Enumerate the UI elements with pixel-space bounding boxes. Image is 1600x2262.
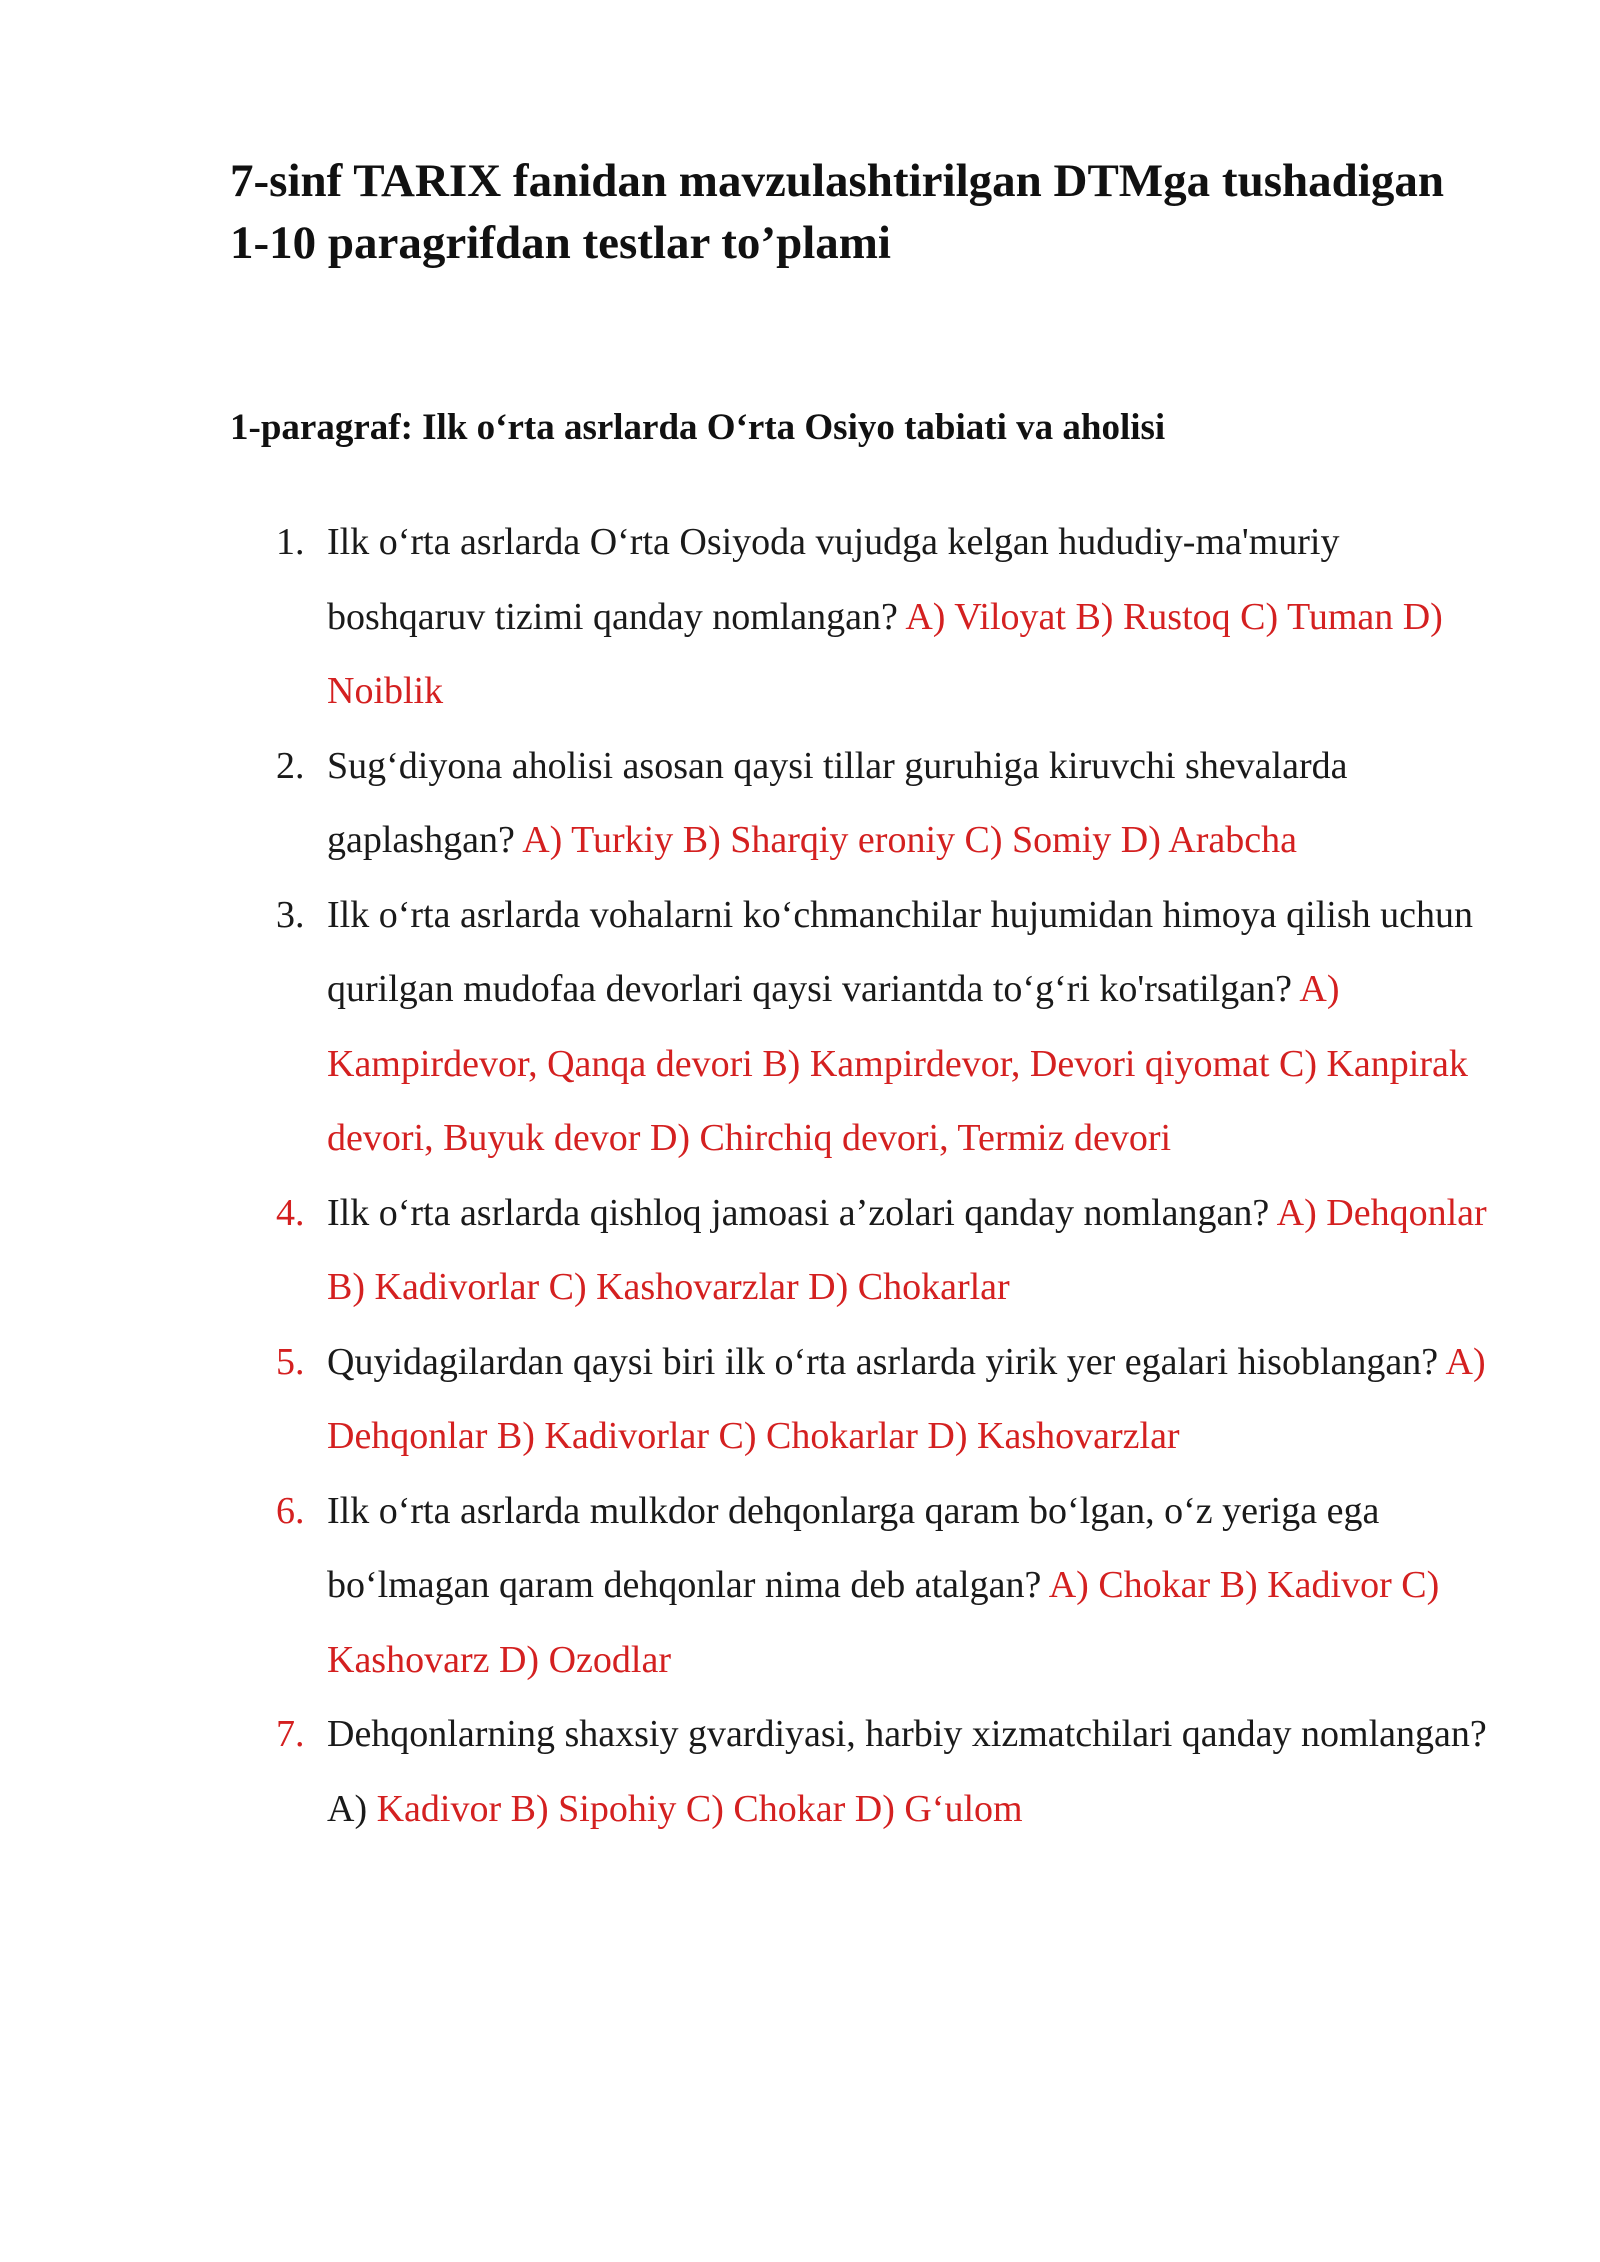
answer-options: A) Dehqonlar B) Kadivorlar C) Kashovarzlar D) Chokarlar	[327, 1191, 1487, 1308]
question-list	[230, 505, 1500, 1846]
question-number: 3.	[276, 893, 305, 936]
question-number: 5.	[276, 1340, 305, 1383]
question-text: Dehqonlarning shaxsiy gvardiyasi, harbiy xizmatchilari qanday nomlangan? A)	[327, 1713, 1487, 1830]
question-text: Quyidagilardan qaysi biri ilk o‘rta asrlarda yirik yer egalari hisoblangan?	[327, 1340, 1439, 1383]
question-item-7	[230, 1697, 1500, 1846]
answer-options: Kadivor B) Sipohiy C) Chokar D) G‘ulom	[376, 1787, 1023, 1830]
question-text: Ilk o‘rta asrlarda vohalarni ko‘chmanchilar hujumidan himoya qilish uchun qurilgan mudofaa devorlari qaysi variantda to‘g‘ri ko'rsatilgan?	[327, 893, 1473, 1010]
question-item-6	[230, 1474, 1500, 1698]
document-title: 7-sinf TARIX fanidan mavzulashtirilgan DTMga tushadigan 1-10 paragrifdan testlar to’plami	[230, 155, 1444, 269]
question-item-3	[230, 878, 1500, 1176]
answer-options: A) Chokar B) Kadivor C) Kashovarz D) Ozodlar	[327, 1564, 1440, 1681]
section-heading: 1-paragraf: Ilk o‘rta asrlarda O‘rta Osiyo tabiati va aholisi	[230, 407, 1166, 448]
answer-options: A) Viloyat B) Rustoq C) Tuman D) Noiblik	[327, 595, 1443, 712]
question-text: Ilk o‘rta asrlarda mulkdor dehqonlarga qaram bo‘lgan, o‘z yeriga ega bo‘lmagan qaram dehqonlar nima deb atalgan?	[327, 1489, 1380, 1606]
question-number: 1.	[276, 521, 305, 563]
question-item-4	[230, 1176, 1500, 1325]
question-text: Ilk o‘rta asrlarda O‘rta Osiyoda vujudga kelgan hududiy-ma'muriy boshqaruv tizimi qanday nomlangan?	[327, 521, 1340, 638]
question-number: 2.	[276, 744, 305, 787]
answer-options: A) Kampirdevor, Qanqa devori B) Kampirdevor, Devori qiyomat C) Kanpirak devori, Buyuk devor D) Chirchiq devori, Termiz devori	[327, 968, 1468, 1159]
question-item-5	[230, 1325, 1500, 1474]
question-item-2	[230, 729, 1500, 878]
question-number: 4.	[276, 1191, 305, 1234]
answer-options: A) Dehqonlar B) Kadivorlar C) Chokarlar D) Kashovarzlar	[327, 1340, 1486, 1457]
question-text: Sug‘diyona aholisi asosan qaysi tillar guruhiga kiruvchi shevalarda gaplashgan?	[327, 744, 1348, 861]
question-number: 7.	[276, 1713, 305, 1755]
question-number: 6.	[276, 1489, 305, 1532]
question-text: Ilk o‘rta asrlarda qishloq jamoasi a’zolari qanday nomlangan?	[327, 1191, 1270, 1234]
question-item-1	[230, 505, 1500, 729]
answer-options: A) Turkiy B) Sharqiy eroniy C) Somiy D) Arabcha	[522, 819, 1297, 861]
